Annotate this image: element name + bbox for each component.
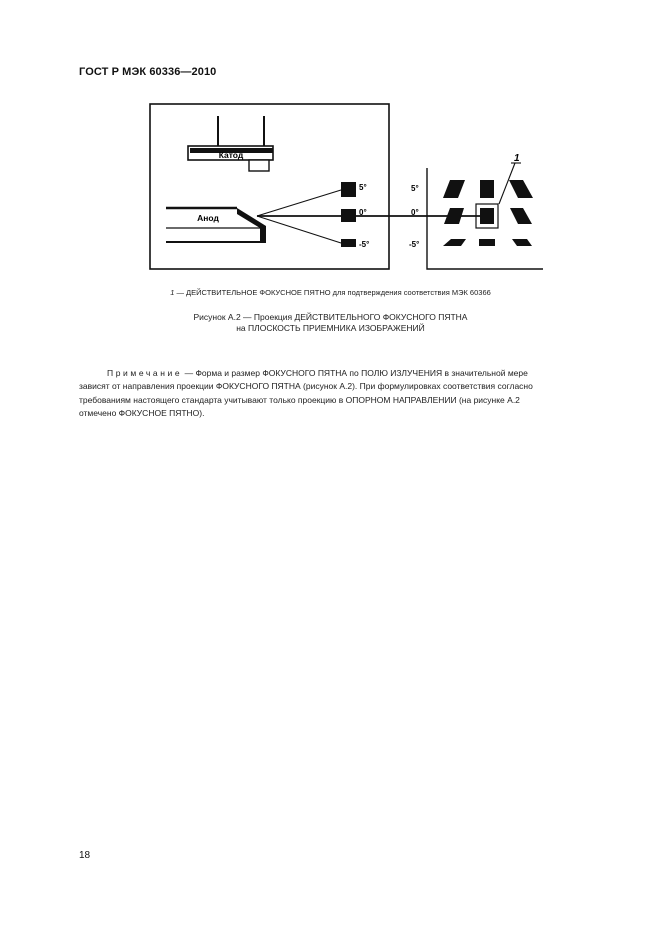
- left-angle-plus5: 5°: [359, 183, 367, 192]
- anode-label: Анод: [197, 213, 219, 223]
- note-paragraph: [79, 367, 586, 421]
- receptor-spot-grid: [443, 180, 533, 246]
- callout-number: 1: [514, 153, 520, 164]
- note-line-4: отмечено ФОКУСНОЕ ПЯТНО).: [79, 408, 205, 419]
- cathode-assembly: [188, 116, 273, 171]
- figure-title-line2: на ПЛОСКОСТЬ ПРИЕМНИКА ИЗОБРАЖЕНИЙ: [236, 323, 425, 333]
- right-angle-plus5: 5°: [411, 184, 419, 193]
- figure-key: [0, 288, 661, 297]
- left-angle-minus5: -5°: [359, 240, 370, 249]
- note-line-3: требованиям настоящего стандарта учитывают только проекцию в ОПОРНОМ НАПРАВЛЕНИИ (на рисунке А.2: [79, 394, 520, 405]
- note-line-1: Примечание — Форма и размер ФОКУСНОГО ПЯТНА по ПОЛЮ ИЗЛУЧЕНИЯ в значительной мере: [107, 368, 528, 378]
- spot-minus5: [341, 239, 356, 247]
- spot-zero: [341, 209, 356, 222]
- figure-title-line1: Рисунок А.2 — Проекция ДЕЙСТВИТЕЛЬНОГО ФОКУСНОГО ПЯТНА: [193, 312, 468, 322]
- focal-spot-projection-figure: [0, 0, 661, 300]
- right-angle-zero: 0°: [411, 208, 419, 217]
- figure-key-number: 1: [170, 288, 175, 297]
- right-angle-minus5: -5°: [409, 240, 420, 249]
- anode-assembly: [166, 208, 266, 244]
- tube-spot-projections: [341, 182, 356, 247]
- figure-key-text: — ДЕЙСТВИТЕЛЬНОЕ ФОКУСНОЕ ПЯТНО для подтверждения соответствия МЭК 60366: [176, 288, 491, 297]
- note-line-2: зависят от направления проекции ФОКУСНОГО ПЯТНА (рисунок А.2). При формулировках соответствия согласно: [79, 381, 533, 392]
- figure-title: [0, 312, 661, 334]
- spot-plus5: [341, 182, 356, 197]
- cathode-label: Катод: [218, 150, 244, 160]
- page-number: 18: [79, 850, 91, 861]
- left-angle-zero: 0°: [359, 208, 367, 217]
- document-header: ГОСТ Р МЭК 60336—2010: [79, 66, 217, 78]
- note-label: Примечание: [107, 368, 183, 378]
